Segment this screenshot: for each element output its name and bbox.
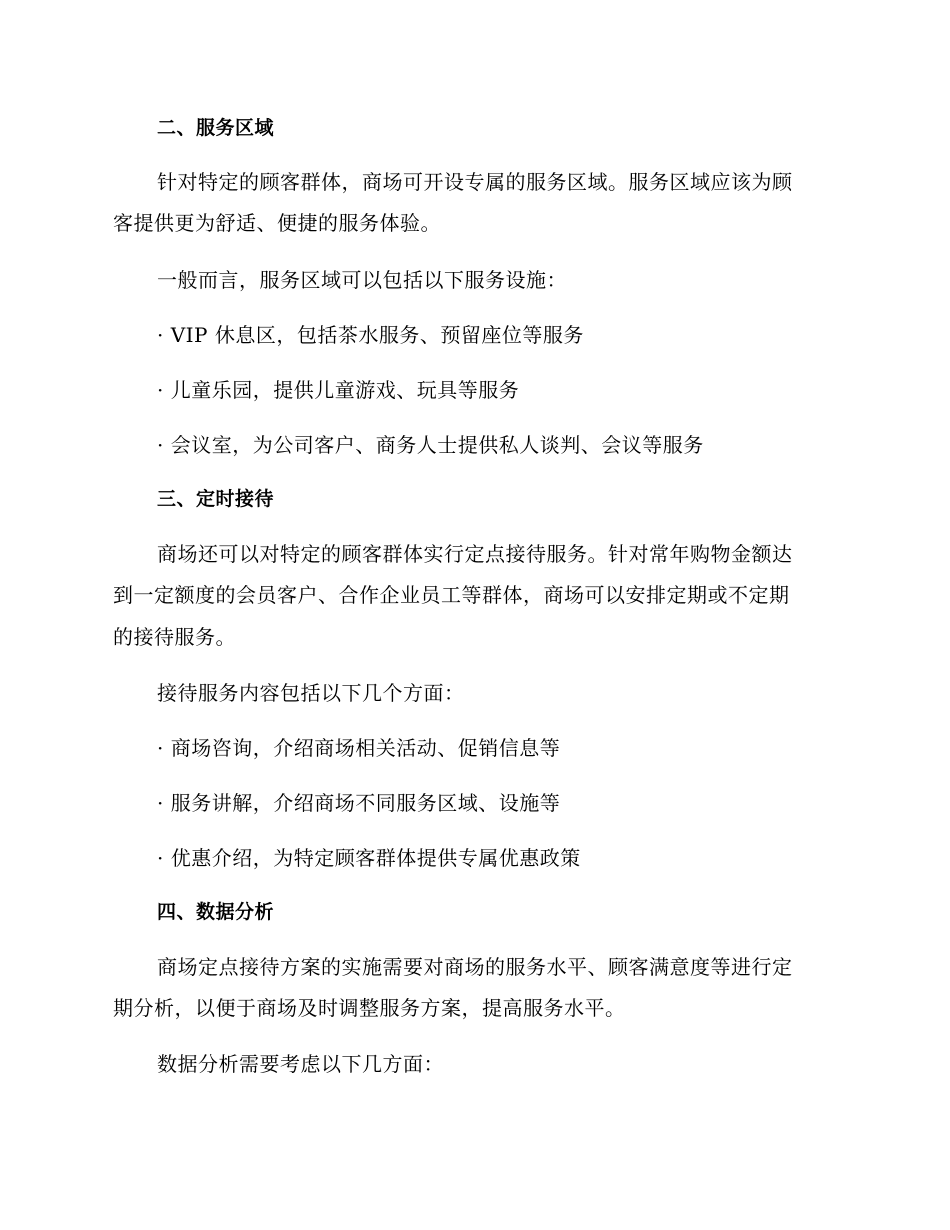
- paragraph-line: 商场还可以对特定的顾客群体实行定点接待服务。针对常年购物金额达: [157, 542, 793, 566]
- section-heading: 三、定时接待: [157, 488, 275, 510]
- list-item: · VIP 休息区，包括茶水服务、预留座位等服务: [157, 323, 584, 347]
- paragraph-line: 接待服务内容包括以下几个方面：: [157, 681, 465, 705]
- paragraph-line: 针对特定的顾客群体，商场可开设专属的服务区域。服务区域应该为顾: [157, 170, 793, 194]
- paragraph-line: 期分析，以便于商场及时调整服务方案，提高服务水平。: [113, 996, 626, 1020]
- list-item: · 服务讲解，介绍商场不同服务区域、设施等: [157, 791, 561, 815]
- paragraph-line: 数据分析需要考虑以下几方面：: [157, 1052, 444, 1076]
- paragraph-line: 的接待服务。: [113, 625, 236, 649]
- section-heading: 四、数据分析: [157, 901, 275, 923]
- list-item: · 商场咨询，介绍商场相关活动、促销信息等: [157, 736, 561, 760]
- list-item: · 优惠介绍，为特定顾客群体提供专属优惠政策: [157, 846, 581, 870]
- list-item: · 会议室，为公司客户、商务人士提供私人谈判、会议等服务: [157, 433, 704, 457]
- section-heading: 二、服务区域: [157, 117, 275, 139]
- paragraph-line: 客提供更为舒适、便捷的服务体验。: [113, 211, 441, 235]
- paragraph-line: 商场定点接待方案的实施需要对商场的服务水平、顾客满意度等进行定: [157, 955, 793, 979]
- list-item: · 儿童乐园，提供儿童游戏、玩具等服务: [157, 378, 520, 402]
- paragraph-line: 一般而言，服务区域可以包括以下服务设施：: [157, 268, 567, 292]
- paragraph-line: 到一定额度的会员客户、合作企业员工等群体，商场可以安排定期或不定期: [113, 583, 790, 607]
